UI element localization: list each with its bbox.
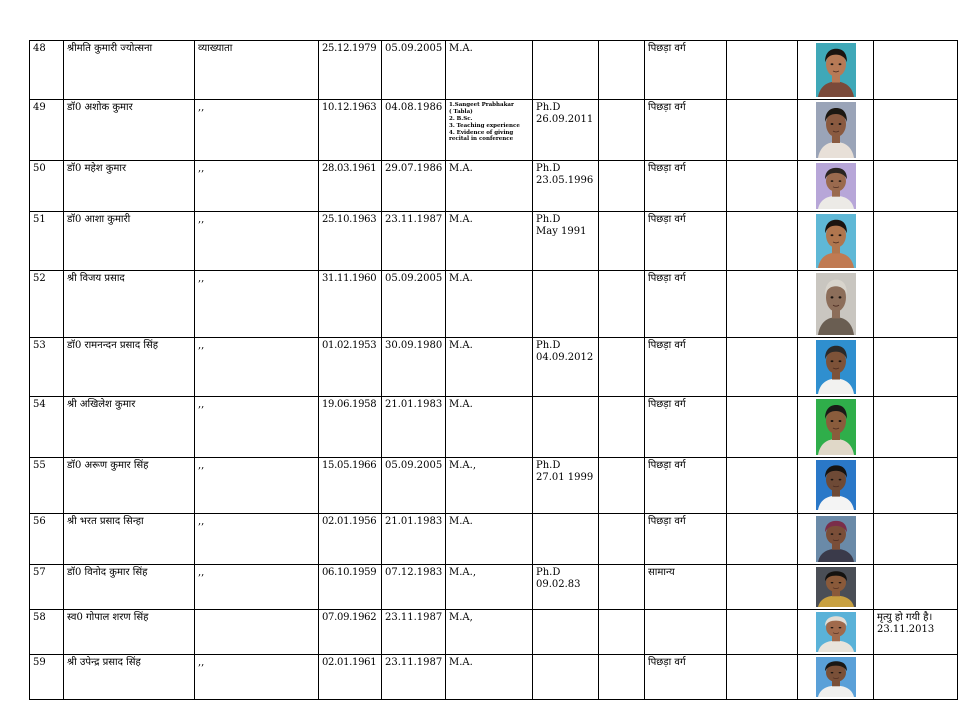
phd-line: 27.01 1999 — [536, 471, 594, 483]
phd-info — [533, 161, 599, 212]
date-of-birth: 02.01.1956 — [319, 514, 382, 565]
staff-photo — [816, 340, 856, 394]
date-of-joining: 30.09.1980 — [382, 338, 446, 397]
qualification-line: 3. Teaching experience — [449, 122, 520, 129]
date-of-joining: 05.09.2005 — [382, 271, 446, 338]
category: पिछड़ा वर्ग — [645, 271, 727, 338]
staff-photo — [816, 43, 856, 97]
phd-info — [533, 338, 599, 397]
blank-cell — [599, 161, 645, 212]
phd-line: Ph.D — [536, 460, 561, 471]
staff-name: श्री उपेन्द्र प्रसाद सिंह — [64, 655, 195, 700]
qualification: M.A. — [446, 514, 533, 565]
portrait-image — [816, 102, 856, 158]
photo-cell — [798, 338, 874, 397]
serial-number: 50 — [30, 161, 64, 212]
designation: व्याख्याता — [195, 41, 319, 100]
staff-photo — [816, 399, 856, 455]
blank-cell — [599, 100, 645, 161]
blank-cell — [599, 514, 645, 565]
date-of-birth: 15.05.1966 — [319, 458, 382, 514]
remark-line: मृत्यु हो गयी है। — [877, 612, 933, 623]
table-row — [30, 338, 958, 397]
blank-cell — [727, 458, 798, 514]
phd-info — [533, 100, 599, 161]
photo-cell — [798, 655, 874, 700]
table-row — [30, 271, 958, 338]
table-row — [30, 100, 958, 161]
qualification: M.A. — [446, 161, 533, 212]
blank-cell — [727, 610, 798, 655]
phd-info — [533, 655, 599, 700]
date-of-birth: 25.12.1979 — [319, 41, 382, 100]
photo-cell — [798, 161, 874, 212]
blank-cell — [599, 41, 645, 100]
staff-photo — [816, 567, 856, 607]
table-row — [30, 514, 958, 565]
category: पिछड़ा वर्ग — [645, 100, 727, 161]
staff-photo — [816, 516, 856, 562]
serial-number: 57 — [30, 565, 64, 610]
category: पिछड़ा वर्ग — [645, 41, 727, 100]
category: पिछड़ा वर्ग — [645, 161, 727, 212]
serial-number: 54 — [30, 397, 64, 458]
date-of-joining: 23.11.1987 — [382, 610, 446, 655]
portrait-image — [816, 657, 856, 697]
phd-line: May 1991 — [536, 225, 587, 237]
qualification: M.A. — [446, 41, 533, 100]
date-of-birth: 02.01.1961 — [319, 655, 382, 700]
staff-name: श्री अखिलेश कुमार — [64, 397, 195, 458]
date-of-joining: 07.12.1983 — [382, 565, 446, 610]
category — [645, 610, 727, 655]
serial-number: 56 — [30, 514, 64, 565]
staff-name: डॉ0 विनोद कुमार सिंह — [64, 565, 195, 610]
qualification-line: recital in conference — [449, 136, 514, 143]
staff-photo — [816, 657, 856, 697]
staff-name: श्रीमति कुमारी ज्योत्सना — [64, 41, 195, 100]
staff-photo — [816, 163, 856, 209]
phd-line: 09.02.83 — [536, 578, 581, 590]
staff-name: स्व0 गोपाल शरण सिंह — [64, 610, 195, 655]
portrait-image — [816, 460, 856, 510]
photo-cell — [798, 397, 874, 458]
portrait-image — [816, 516, 856, 562]
photo-cell — [798, 610, 874, 655]
designation — [195, 610, 319, 655]
staff-name: डॉ0 आशा कुमारी — [64, 212, 195, 271]
staff-name: श्री विजय प्रसाद — [64, 271, 195, 338]
date-of-joining: 05.09.2005 — [382, 41, 446, 100]
staff-photo — [816, 460, 856, 510]
remark — [874, 514, 958, 565]
date-of-joining: 21.01.1983 — [382, 514, 446, 565]
remark — [874, 271, 958, 338]
date-of-birth: 28.03.1961 — [319, 161, 382, 212]
blank-cell — [727, 514, 798, 565]
serial-number: 49 — [30, 100, 64, 161]
staff-name: डॉ0 रामनन्दन प्रसाद सिंह — [64, 338, 195, 397]
table-row — [30, 565, 958, 610]
designation: ,, — [195, 514, 319, 565]
serial-number: 52 — [30, 271, 64, 338]
serial-number: 55 — [30, 458, 64, 514]
blank-cell — [599, 565, 645, 610]
qualification: M.A., — [446, 458, 533, 514]
blank-cell — [727, 271, 798, 338]
photo-cell — [798, 458, 874, 514]
staff-name: डॉ0 महेश कुमार — [64, 161, 195, 212]
staff-photo — [816, 214, 856, 268]
serial-number: 58 — [30, 610, 64, 655]
phd-line: 26.09.2011 — [536, 113, 594, 125]
date-of-birth: 31.11.1960 — [319, 271, 382, 338]
table-row — [30, 610, 958, 655]
staff-table — [29, 40, 958, 700]
blank-cell — [727, 655, 798, 700]
phd-info — [533, 565, 599, 610]
qualification: M.A., — [446, 565, 533, 610]
qualification-line: 1.Sangeet Prabhakar — [449, 102, 514, 108]
date-of-joining: 05.09.2005 — [382, 458, 446, 514]
serial-number: 48 — [30, 41, 64, 100]
portrait-image — [816, 567, 856, 607]
staff-photo — [816, 102, 856, 158]
table-row — [30, 212, 958, 271]
phd-info — [533, 271, 599, 338]
photo-cell — [798, 41, 874, 100]
remark — [874, 41, 958, 100]
remark — [874, 100, 958, 161]
designation: ,, — [195, 655, 319, 700]
qualification-line: 4. Evidence of giving — [449, 129, 514, 136]
blank-cell — [599, 397, 645, 458]
qualification: M.A. — [446, 338, 533, 397]
remark — [874, 212, 958, 271]
phd-info — [533, 458, 599, 514]
designation: ,, — [195, 565, 319, 610]
phd-line: Ph.D — [536, 340, 561, 351]
phd-info — [533, 397, 599, 458]
blank-cell — [599, 338, 645, 397]
photo-cell — [798, 212, 874, 271]
designation: ,, — [195, 100, 319, 161]
phd-info — [533, 212, 599, 271]
date-of-joining: 21.01.1983 — [382, 397, 446, 458]
blank-cell — [599, 610, 645, 655]
portrait-image — [816, 214, 856, 268]
category: पिछड़ा वर्ग — [645, 397, 727, 458]
remark — [874, 458, 958, 514]
staff-photo — [816, 273, 856, 335]
phd-info — [533, 41, 599, 100]
table-row — [30, 161, 958, 212]
qualification-line: ( Tabla) — [449, 108, 473, 115]
phd-line: Ph.D — [536, 214, 561, 225]
blank-cell — [599, 212, 645, 271]
blank-cell — [599, 655, 645, 700]
phd-line: Ph.D — [536, 567, 561, 578]
category: सामान्य — [645, 565, 727, 610]
date-of-joining: 29.07.1986 — [382, 161, 446, 212]
date-of-joining: 23.11.1987 — [382, 655, 446, 700]
table-row — [30, 41, 958, 100]
table-row — [30, 655, 958, 700]
blank-cell — [727, 161, 798, 212]
blank-cell — [599, 458, 645, 514]
photo-cell — [798, 271, 874, 338]
phd-info — [533, 514, 599, 565]
designation: ,, — [195, 271, 319, 338]
designation: ,, — [195, 397, 319, 458]
photo-cell — [798, 100, 874, 161]
remark — [874, 161, 958, 212]
blank-cell — [727, 338, 798, 397]
category: पिछड़ा वर्ग — [645, 338, 727, 397]
blank-cell — [727, 41, 798, 100]
category: पिछड़ा वर्ग — [645, 655, 727, 700]
staff-name: डॉ0 अरूण कुमार सिंह — [64, 458, 195, 514]
remark — [874, 397, 958, 458]
table-row — [30, 397, 958, 458]
serial-number: 59 — [30, 655, 64, 700]
designation: ,, — [195, 161, 319, 212]
phd-line: Ph.D — [536, 102, 561, 113]
photo-cell — [798, 565, 874, 610]
staff-name: डॉ0 अशोक कुमार — [64, 100, 195, 161]
remark — [874, 610, 958, 655]
serial-number: 51 — [30, 212, 64, 271]
category: पिछड़ा वर्ग — [645, 212, 727, 271]
date-of-birth: 25.10.1963 — [319, 212, 382, 271]
remark-line: 23.11.2013 — [877, 623, 935, 635]
portrait-image — [816, 273, 856, 335]
designation: ,, — [195, 458, 319, 514]
photo-cell — [798, 514, 874, 565]
blank-cell — [727, 100, 798, 161]
qualification-line: 2. B.Sc. — [449, 115, 473, 122]
qualification: M.A. — [446, 397, 533, 458]
staff-photo — [816, 612, 856, 652]
phd-info — [533, 610, 599, 655]
blank-cell — [727, 565, 798, 610]
phd-line: Ph.D — [536, 163, 561, 174]
date-of-joining: 04.08.1986 — [382, 100, 446, 161]
serial-number: 53 — [30, 338, 64, 397]
designation: ,, — [195, 338, 319, 397]
portrait-image — [816, 340, 856, 394]
portrait-image — [816, 612, 856, 652]
table-row — [30, 458, 958, 514]
qualification: M.A, — [446, 610, 533, 655]
blank-cell — [727, 397, 798, 458]
date-of-birth: 19.06.1958 — [319, 397, 382, 458]
designation: ,, — [195, 212, 319, 271]
remark — [874, 655, 958, 700]
portrait-image — [816, 43, 856, 97]
qualification: M.A. — [446, 655, 533, 700]
blank-cell — [727, 212, 798, 271]
date-of-birth: 06.10.1959 — [319, 565, 382, 610]
remark — [874, 565, 958, 610]
qualification — [446, 100, 533, 161]
phd-line: 23.05.1996 — [536, 174, 594, 186]
staff-name: श्री भरत प्रसाद सिन्हा — [64, 514, 195, 565]
remark — [874, 338, 958, 397]
category: पिछड़ा वर्ग — [645, 514, 727, 565]
date-of-birth: 07.09.1962 — [319, 610, 382, 655]
blank-cell — [599, 271, 645, 338]
portrait-image — [816, 163, 856, 209]
date-of-birth: 10.12.1963 — [319, 100, 382, 161]
category: पिछड़ा वर्ग — [645, 458, 727, 514]
phd-line: 04.09.2012 — [536, 351, 594, 363]
date-of-joining: 23.11.1987 — [382, 212, 446, 271]
qualification: M.A. — [446, 212, 533, 271]
date-of-birth: 01.02.1953 — [319, 338, 382, 397]
qualification: M.A. — [446, 271, 533, 338]
portrait-image — [816, 399, 856, 455]
